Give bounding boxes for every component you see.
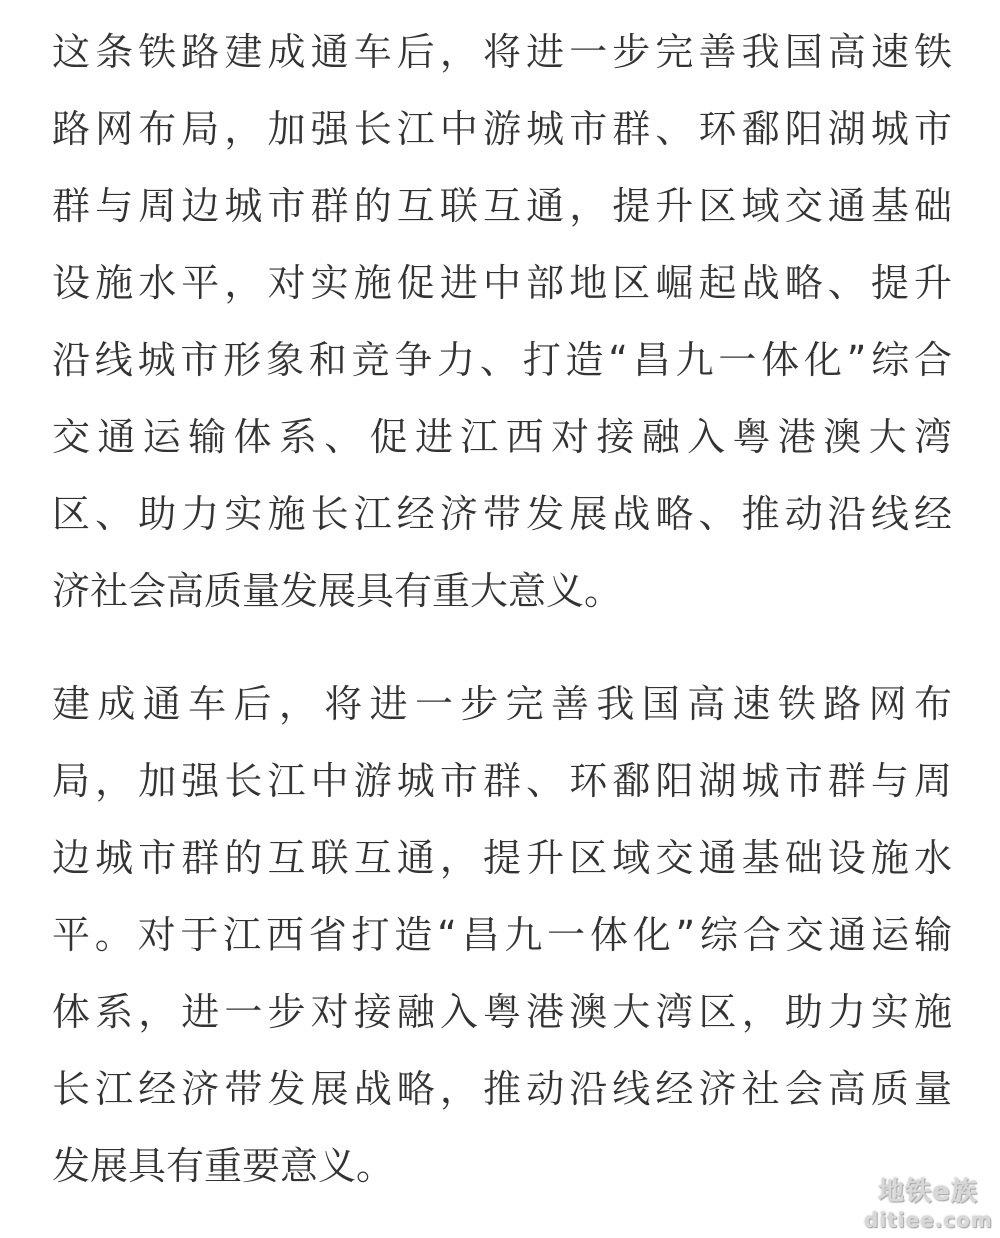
paragraph-line: 边城市群的互联互通，提升区域交通基础设施水 (52, 836, 952, 880)
paragraph-line: 设施水平，对实施促进中部地区崛起战略、提升 (52, 261, 952, 305)
paragraph-line: 群与周边城市群的互联互通，提升区域交通基础 (52, 184, 952, 228)
paragraph-line: 路网布局，加强长江中游城市群、环鄱阳湖城市 (52, 107, 952, 151)
article-body (52, 14, 952, 1205)
paragraph-line: 沿线城市形象和竞争力、打造“昌九一体化”综合 (52, 338, 952, 382)
paragraph-line: 体系，进一步对接融入粤港澳大湾区，助力实施 (52, 990, 952, 1034)
paragraph-line: 建成通车后，将进一步完善我国高速铁路网布 (52, 682, 952, 726)
paragraph-line: 局，加强长江中游城市群、环鄱阳湖城市群与周 (52, 759, 952, 803)
paragraph-2 (52, 666, 952, 1205)
paragraph-1 (52, 14, 952, 630)
watermark (864, 1176, 992, 1232)
paragraph-line: 区、助力实施长江经济带发展战略、推动沿线经 (52, 492, 952, 536)
watermark-title: 地铁e族 (878, 1177, 978, 1207)
watermark-domain: ditiee.com (864, 1208, 993, 1232)
paragraph-line: 发展具有重要意义。 (52, 1144, 395, 1188)
paragraph-line: 交通运输体系、促进江西对接融入粤港澳大湾 (52, 415, 952, 459)
paragraph-line: 平。对于江西省打造“昌九一体化”综合交通运输 (52, 913, 952, 957)
paragraph-line: 长江经济带发展战略，推动沿线经济社会高质量 (52, 1067, 952, 1111)
paragraph-line: 济社会高质量发展具有重大意义。 (52, 569, 623, 613)
paragraph-line: 这条铁路建成通车后，将进一步完善我国高速铁 (52, 30, 952, 74)
